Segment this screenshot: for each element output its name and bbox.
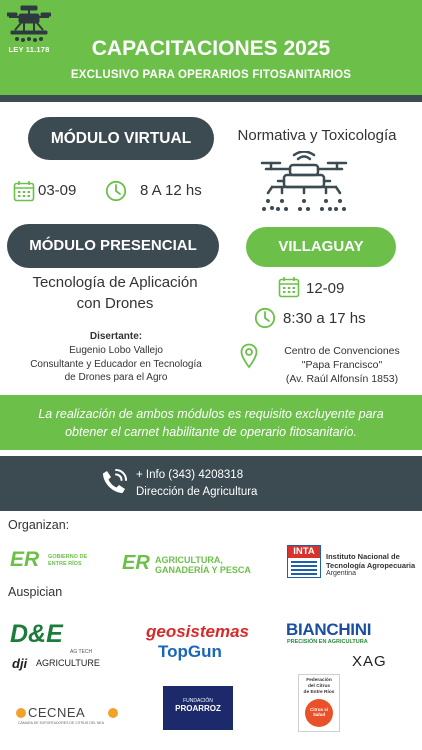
page-subtitle: EXCLUSIVO PARA OPERARIOS FITOSANITARIOS: [70, 69, 352, 81]
venue-line: "Papa Francisco": [301, 359, 383, 371]
fed-line: Federación: [306, 678, 332, 683]
venue-line: Centro de Convenciones: [284, 345, 400, 357]
requirement-line: obtener el carnet habilitante de operario fitosanitario.: [65, 425, 357, 439]
virtual-topic: Normativa y Toxicología: [237, 127, 397, 144]
course-title-line: con Drones: [76, 295, 154, 312]
speaker-name: Eugenio Lobo Vallejo: [69, 345, 163, 356]
orange-icon: [108, 708, 118, 718]
presencial-date: 12-09: [306, 280, 345, 297]
de-agtech-logo: [10, 620, 105, 670]
virtual-date: 03-09: [38, 182, 77, 199]
geosistemas-mark: geosistemas: [146, 622, 249, 641]
fed-badge-text: Citrus sí Salud: [309, 707, 328, 717]
location-pin-icon: [240, 343, 258, 369]
er-gov-line1: GOBIERNO DE: [48, 554, 88, 560]
cecnea-sub: CÁMARA DE EXPORTADORES DE CITRUS DEL NEA: [18, 721, 105, 725]
er-agri-line2: GANADERÍA Y PESCA: [155, 565, 251, 575]
topgun-mark: TopGun: [158, 642, 222, 661]
dji-sub: AGRICULTURE: [36, 658, 100, 668]
bianchini-mark: BIANCHINI: [286, 620, 372, 639]
header-divider: [0, 95, 422, 102]
venue-line: (Av. Raúl Alfonsín 1853): [285, 373, 399, 385]
speaker-role: Consultante y Educador en Tecnología: [30, 358, 202, 370]
inta-logo: [287, 545, 417, 581]
calendar-icon: [278, 276, 300, 298]
inta-name-line: Instituto Nacional de: [326, 552, 400, 561]
spray-drone-icon: [258, 151, 350, 217]
er-gov-line2: ENTRE RÍOS: [48, 561, 82, 567]
clock-icon: [105, 180, 127, 202]
bianchini-sub: PRECISIÓN EN AGRICULTURA: [287, 639, 368, 645]
geosistemas-topgun-logo: [146, 622, 251, 664]
cecnea-logo: [16, 705, 120, 731]
inta-country: Argentina: [326, 570, 356, 577]
dji-mark: dji: [12, 656, 28, 671]
calendar-icon: [13, 180, 35, 202]
contact-band: [0, 456, 422, 511]
cecnea-mark: CECNEA: [28, 705, 86, 720]
speaker-label: Disertante:: [89, 331, 143, 342]
fed-line: del Citrus: [307, 684, 331, 689]
presencial-module-badge: MÓDULO PRESENCIAL: [7, 224, 219, 268]
inta-mark-text: INTA: [288, 546, 320, 558]
de-mark: D&E: [10, 620, 63, 648]
contact-org: Dirección de Agricultura: [136, 486, 258, 498]
phone-icon: [98, 466, 130, 498]
citrus-federation-logo: [298, 674, 340, 732]
page-title: CAPACITACIONES 2025: [91, 37, 331, 60]
venue-address: [262, 344, 422, 386]
presencial-time: 8:30 a 17 hs: [283, 310, 366, 327]
er-agri-line1: AGRICULTURA,: [155, 555, 223, 565]
clock-icon: [254, 307, 276, 329]
speaker-details: [0, 344, 232, 385]
proarroz-logo: [163, 686, 233, 730]
virtual-module-badge: MÓDULO VIRTUAL: [28, 117, 214, 160]
bianchini-xag-logo: [286, 620, 392, 672]
contact-phone: + Info (343) 4208318: [136, 469, 244, 481]
organizers-label: Organizan:: [8, 518, 70, 532]
fed-badge: [305, 699, 333, 727]
requirement-text: [8, 405, 414, 441]
course-title-line: Tecnología de Aplicación: [32, 274, 198, 291]
speaker-role: de Drones para el Agro: [64, 372, 168, 383]
er-mark: ER: [10, 548, 40, 571]
xag-mark: XAG: [352, 653, 387, 670]
fed-line: de Entre Ríos: [303, 690, 335, 695]
inta-stripes: [291, 561, 317, 575]
location-badge: VILLAGUAY: [246, 227, 396, 267]
virtual-time: 8 A 12 hs: [140, 182, 202, 199]
sponsors-label: Auspician: [8, 585, 63, 599]
orange-icon: [16, 708, 26, 718]
inta-name-line: Tecnología Agropecuaria: [326, 561, 416, 570]
proarroz-mark: PROARROZ: [175, 704, 221, 713]
requirement-line: La realización de ambos módulos es requisito excluyente para: [38, 407, 384, 421]
de-sub: AG TECH: [70, 649, 93, 655]
law-number: LEY 11.178: [8, 45, 50, 54]
inta-mark: [287, 545, 321, 578]
proarroz-top: FUNDACIÓN: [183, 698, 213, 704]
er-mark: ER: [122, 552, 150, 574]
er-agriculture-logo: [122, 552, 267, 576]
presencial-course-title: [0, 272, 230, 314]
er-government-logo: [10, 548, 100, 572]
